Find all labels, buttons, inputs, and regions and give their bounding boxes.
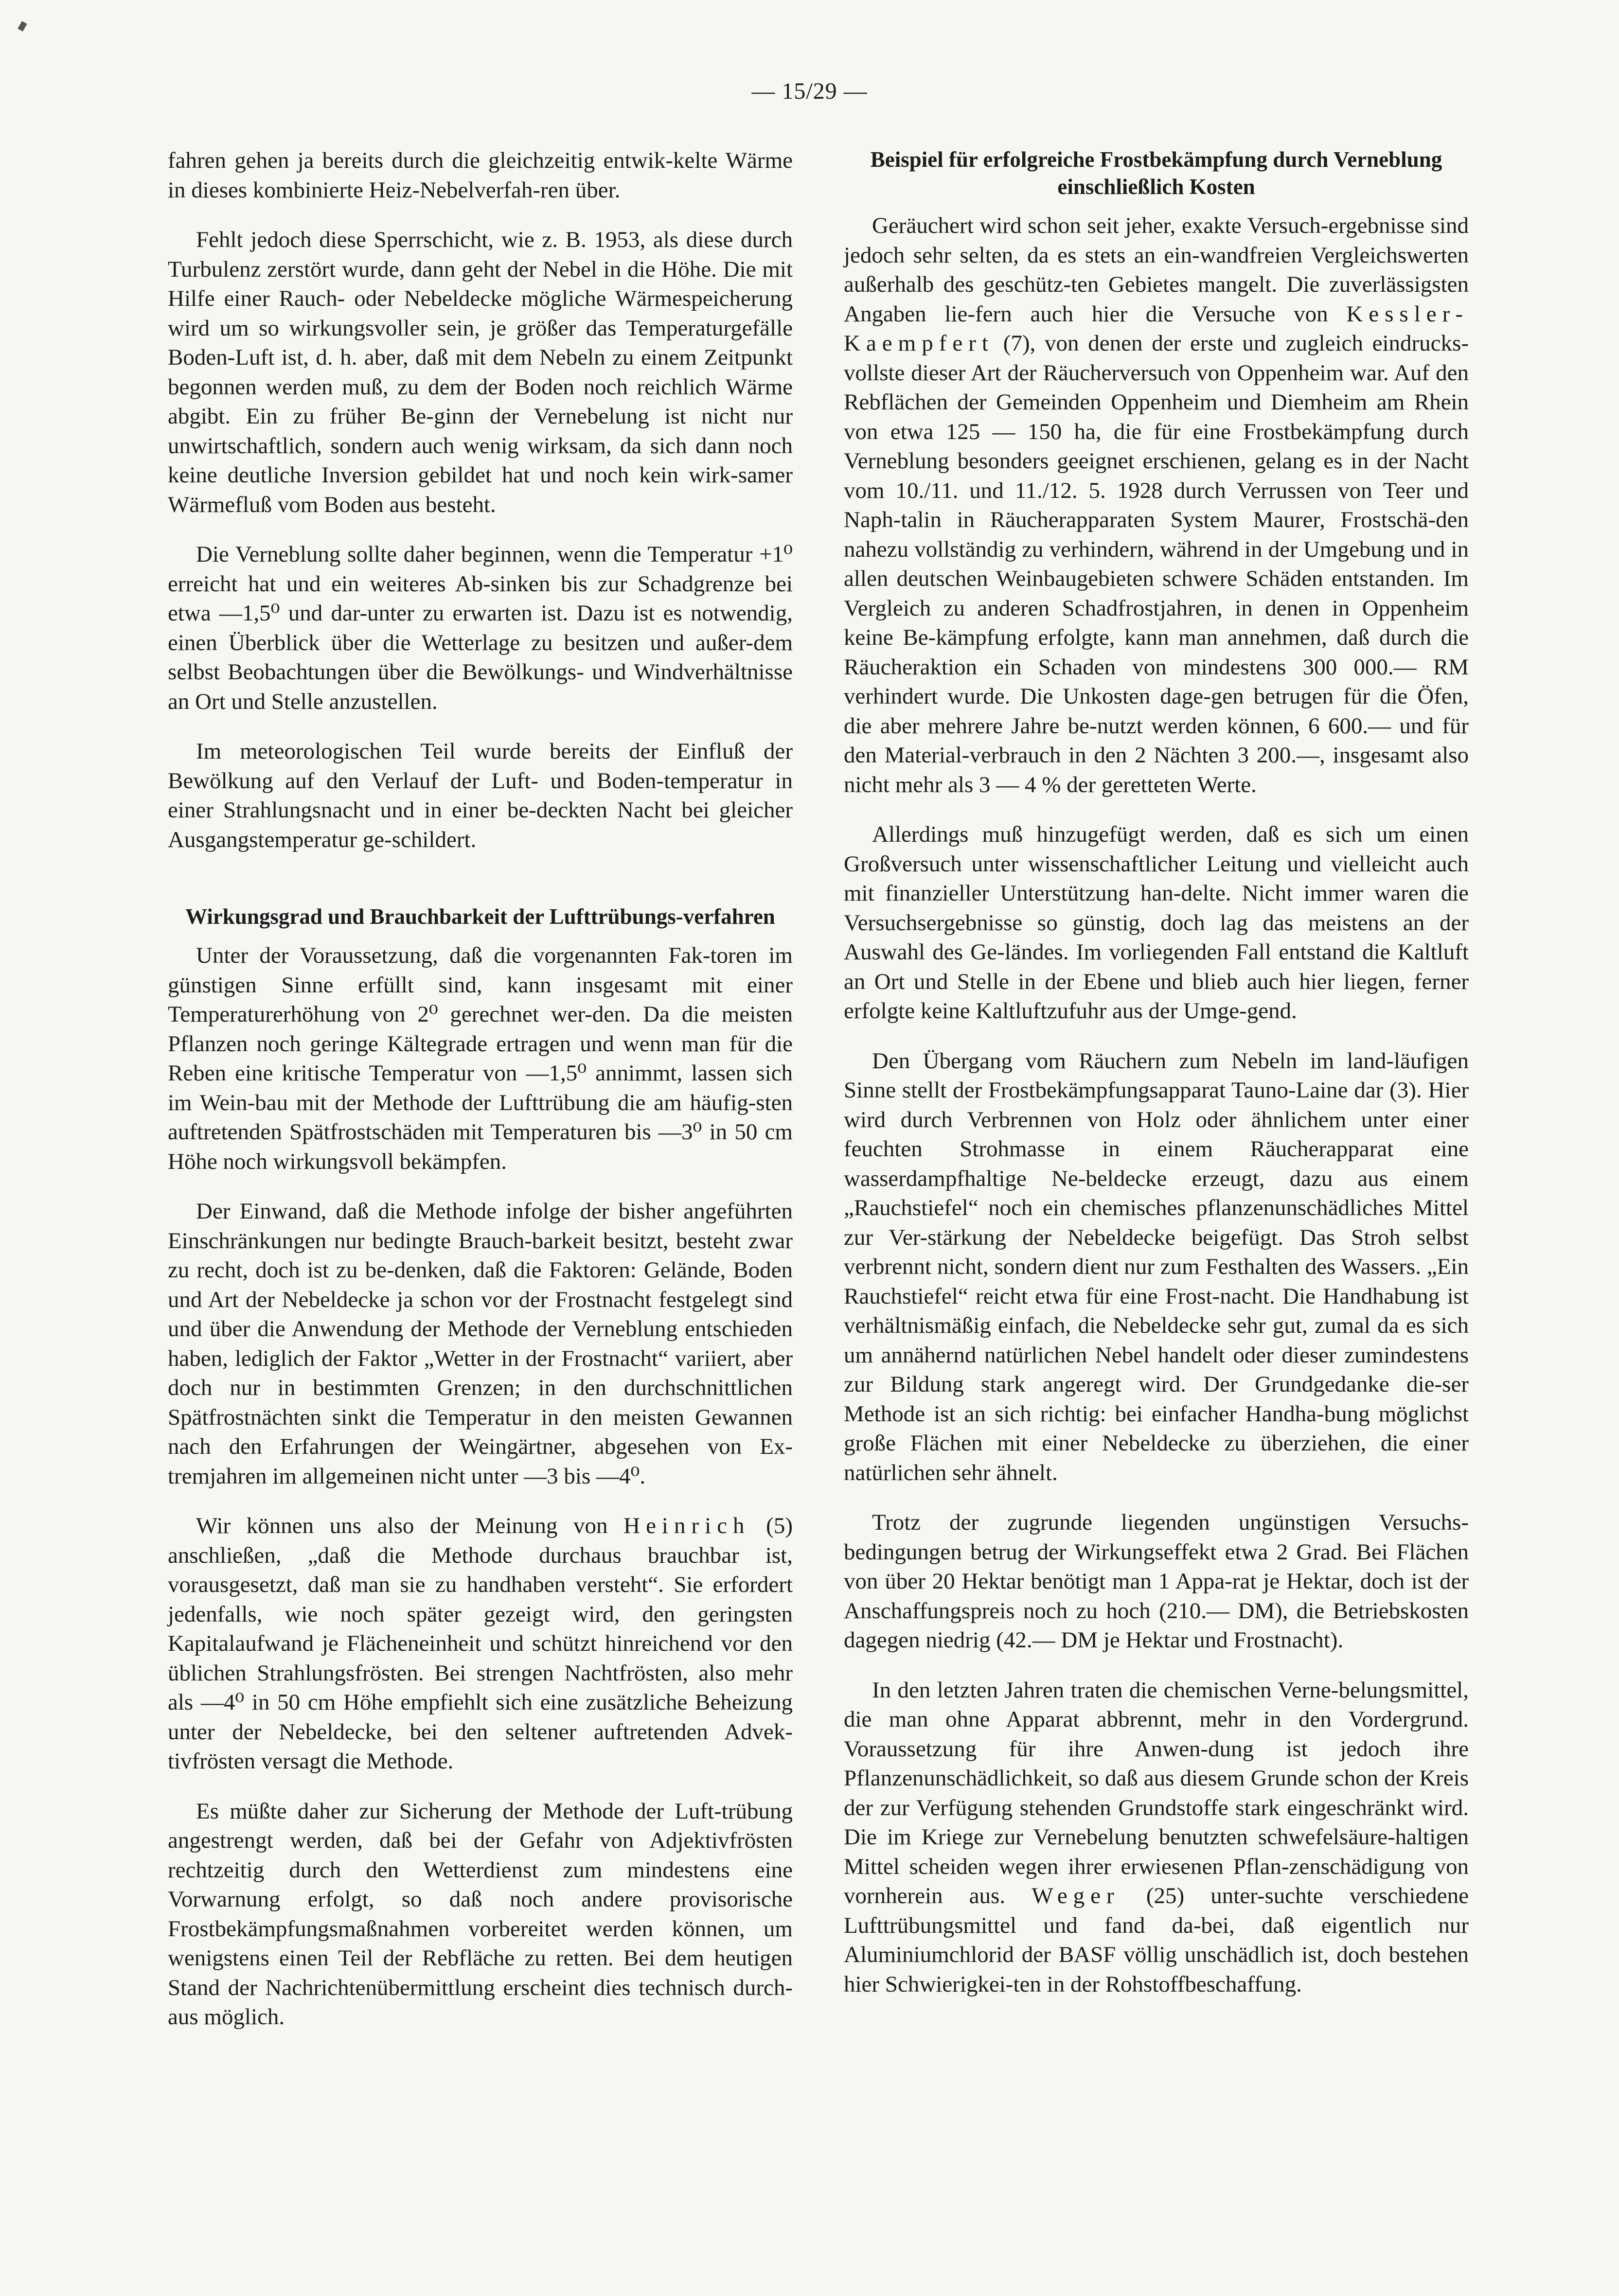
paragraph: Es müßte daher zur Sicherung der Methode der Luft-trübung angestrengt werden, daß bei der Gefahr von Adjektivfrösten rechtzeitig durch den Wetterdienst zum mindestens eine Vorwarnung erfolgt, so daß noch andere provisorische Frostbekämpfungsmaßnahmen vorbereitet werden können, um wenigstens einen Teil der Rebfläche zu retten. Bei dem heutigen Stand der Nachrichtenübermittlung erscheint dies technisch durch-aus möglich. (168, 1798, 793, 2030)
paragraph: Allerdings muß hinzugefügt werden, daß es sich um einen Großversuch unter wissenschaftlicher Leitung und vielleicht auch mit finanzieller Unterstützung han-delte. Nicht immer waren die Versuchsergebnisse so günstig, doch lag das meistens an der Auswahl des Ge-ländes. Im vorliegenden Fall entstand die Kaltluft an Ort und Stelle in der Ebene und blieb auch hier liegen, ferner erfolgte keine Kaltluftzufuhr aus der Umge-gend. (844, 822, 1469, 1024)
text-run: (5) anschließen, „daß die Methode durchaus brauchbar ist, vorausgesetzt, daß man sie zu handhaben versteht“. Sie erfordert jedenfalls, wie noch später gezeigt wird, den geringsten Kapitalaufwand je Flächeneinheit und schützt hinreichend vor den üblichen Strahlungsfrösten. Bei strengen Nachtfrösten, also mehr als —4⁰ in 50 cm Höhe empfiehlt sich eine zusätzliche Beheizung unter der Nebeldecke, bei den seltener auftretenden Advek-tivfrösten versagt die Methode. (168, 1513, 793, 1774)
right-column (844, 146, 1469, 2019)
section-heading: Wirkungsgrad und Brauchbarkeit der Lufttrübungs-verfahren (185, 904, 775, 929)
author-name: Weger (1032, 1883, 1120, 1908)
author-name: Heinrich (623, 1513, 750, 1538)
text-run: Wir können uns also der Meinung von (196, 1513, 624, 1538)
text-run: (25) unter-suchte verschiedene Lufttrübungsmittel und fand da-bei, daß eigentlich nur Aluminiumchlorid der BASF völlig unschädlich ist, doch bestehen hier Schwierigkei-ten in der Rohstoffbeschaffung. (844, 1883, 1469, 1997)
paragraph: Trotz der zugrunde liegenden ungünstigen Versuchs-bedingungen betrug der Wirkungseffekt etwa 2 Grad. Bei Flächen von über 20 Hektar benötigt man 1 Appa-rat je Hektar, doch ist der Anschaffungspreis noch zu hoch (210.— DM), die Betriebskosten dagegen niedrig (42.— DM je Hektar und Frostnacht). (844, 1510, 1469, 1653)
paragraph: fahren gehen ja bereits durch die gleichzeitig entwik-kelte Wärme in dieses kombinierte Heiz-Nebelverfah-ren über. (168, 148, 793, 203)
paragraph (844, 1676, 1469, 1999)
text-run: In den letzten Jahren traten die chemischen Verne-belungsmittel, die man ohne Apparat abbrennt, mehr in den Vordergrund. Voraussetzung für ihre Anwen-dung ist jedoch ihre Pflanzenunschädlichkeit, so daß aus diesem Grunde schon der Kreis der zur Verfügung stehenden Grundstoffe stark eingeschränkt wird. Die im Kriege zur Vernebelung benutzten schwefelsäure-haltigen Mittel scheiden wegen ihrer erwiesenen Pflan-zenschädigung von vornherein aus. (844, 1677, 1469, 1908)
text-run: (7), von denen der erste und zugleich eindrucks-vollste dieser Art der Räucherversuch von Oppenheim war. Auf den Rebflächen der Gemeinden Oppenheim und Diemheim am Rhein von etwa 125 — 150 ha, die für eine Frostbekämpfung durch Verneblung besonders geeignet erschienen, gelang es in der Nacht vom 10./11. und 11./12. 5. 1928 durch Verrussen von Teer und Naph-talin in Räucherapparaten System Maurer, Frostschä-den nahezu vollständig zu verhindern, während in der Umgebung und in allen deutschen Weinbaugebieten schwere Schäden entstanden. Im Vergleich zu anderen Schadfrostjahren, in denen in Oppenheim keine Be-kämpfung erfolgte, kann man annehmen, daß durch die Räucheraktion ein Schaden von mindestens 300 000.— RM verhindert wurde. Die Unkosten dage-gen betrugen für die Öfen, die aber mehrere Jahre be-nutzt werden können, 6 600.— und für den Material-verbrauch in den 2 Nächten 3 200.—, insgesamt also nicht mehr als 3 — 4 % der geretteten Werte. (844, 331, 1469, 797)
paragraph: Unter der Voraussetzung, daß die vorgenannten Fak-toren im günstigen Sinne erfüllt sind, kann insgesamt mit einer Temperaturerhöhung von 2⁰ gerechnet wer-den. Da die meisten Pflanzen noch geringe Kältegrade ertragen und wenn man für die Reben eine kritische Temperatur von —1,5⁰ annimmt, lassen sich im Wein-bau mit der Methode der Lufttrübung die am häufig-sten auftretenden Spätfrostschäden mit Temperaturen bis —3⁰ in 50 cm Höhe noch wirkungsvoll bekämpfen. (168, 943, 793, 1174)
paragraph: Im meteorologischen Teil wurde bereits der Einfluß der Bewölkung auf den Verlauf der Luft- und Boden-temperatur in einer Strahlungsnacht und in einer be-deckten Nacht bei gleicher Ausgangstemperatur ge-schildert. (168, 739, 793, 852)
page-number: — 15/29 — (751, 78, 868, 104)
text-run: Geräuchert wird schon seit jeher, exakte Versuch-ergebnisse sind jedoch sehr selten, da es stets an ein-wandfreien Vergleichswerten außerhalb des geschütz-ten Gebietes mangelt. Die zuverlässigsten Angaben lie-fern auch hier die Versuche von (844, 213, 1469, 327)
paragraph: Die Verneblung sollte daher beginnen, wenn die Temperatur +1⁰ erreicht hat und ein weiteres Ab-sinken bis zur Schadgrenze bei etwa —1,5⁰ und dar-unter zu erwarten ist. Dazu ist es notwendig, einen Überblick über die Wetterlage zu besitzen und außer-dem selbst Beobachtungen über die Bewölkungs- und Windverhältnisse an Ort und Stelle anzustellen. (168, 542, 793, 714)
paragraph: Der Einwand, daß die Methode infolge der bisher angeführten Einschränkungen nur bedingte Brauch-barkeit besitzt, besteht zwar zu recht, doch ist zu be-denken, daß die Faktoren: Gelände, Boden und Art der Nebeldecke ja schon vor der Frostnacht festgelegt sind und über die Anwendung der Methode der Verneblung entschieden haben, lediglich der Faktor „Wetter in der Frostnacht“ variiert, aber doch nur in bestimmten Grenzen; in den durchschnittlichen Spätfrostnächten sinkt die Temperatur in den meisten Gewannen nach den Erfahrungen der Weingärtner, abgesehen von Ex-tremjahren im allgemeinen nicht unter —3 bis —4⁰. (168, 1199, 793, 1489)
left-column (168, 146, 793, 2052)
author-name: Kessler-Kaempfert (844, 301, 1469, 356)
section-heading: Beispiel für erfolgreiche Frostbekämpfung durch Verneblung einschließlich Kosten (870, 147, 1442, 199)
paragraph (844, 211, 1469, 799)
paragraph: Den Übergang vom Räuchern zum Nebeln im land-läufigen Sinne stellt der Frostbekämpfungsapparat Tauno-Laine dar (3). Hier wird durch Verbrennen von Holz oder ähnlichem unter einer feuchten Strohmasse in einem Räucherapparat eine wasserdampfhaltige Ne-beldecke erzeugt, dazu aus einem „Rauchstiefel“ noch ein chemisches pflanzenunschädliches Mittel zur Ver-stärkung der Nebeldecke beigefügt. Das Stroh selbst verbrennt nicht, sondern dient nur zum Festhalten des Wassers. „Ein Rauchstiefel“ reicht etwa für eine Frost-nacht. Die Handhabung ist verhältnismäßig einfach, die Nebeldecke sehr gut, zumal da es sich um annähernd natürlichen Nebel handelt oder dieser zumindestens zur Bildung stark angeregt wird. Der Grundgedanke die-ser Methode ist an sich richtig: bei einfacher Handha-bung möglichst große Flächen mit einer Nebeldecke zu überziehen, die einer natürlichen sehr ähnelt. (844, 1048, 1469, 1485)
paragraph (168, 1511, 793, 1776)
scan-mark (18, 21, 27, 32)
paragraph: Fehlt jedoch diese Sperrschicht, wie z. B. 1953, als diese durch Turbulenz zerstört wurde, dann geht der Nebel in die Höhe. Die mit Hilfe einer Rauch- oder Nebeldecke mögliche Wärmespeicherung wird um so wirkungsvoller sein, je größer das Temperaturgefälle Boden-Luft ist, d. h. aber, daß mit dem Nebeln zu einem Zeitpunkt begonnen werden muß, zu dem der Boden noch reichlich Wärme abgibt. Ein zu früher Be-ginn der Vernebelung ist nicht nur unwirtschaftlich, sondern auch wenig wirksam, da sich dann noch keine deutliche Inversion gebildet hat und noch kein wirk-samer Wärmefluß vom Boden aus besteht. (168, 227, 793, 517)
